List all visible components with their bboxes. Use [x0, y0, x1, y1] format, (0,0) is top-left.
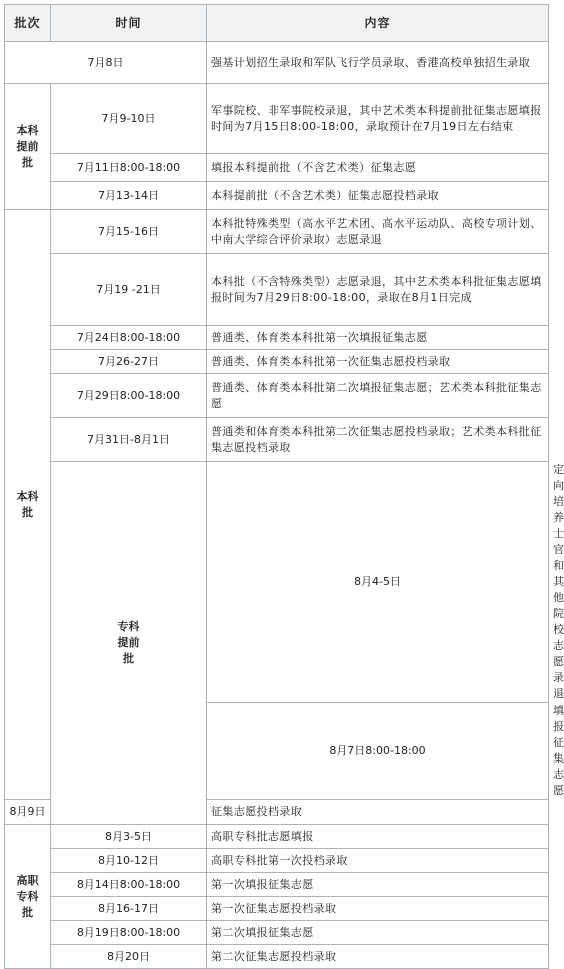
time-cell: 7月8日 [5, 42, 207, 84]
time-cell: 7月9-10日 [51, 84, 207, 154]
admission-schedule-table [4, 4, 564, 969]
time-cell: 8月7日8:00-18:00 [207, 703, 549, 800]
time-cell: 8月3-5日 [51, 825, 207, 849]
content-cell: 填报本科提前批（不含艺术类）征集志愿 [207, 154, 549, 182]
time-cell: 7月15-16日 [51, 210, 207, 254]
schedule-table-container [4, 4, 564, 969]
content-cell: 军事院校、非军事院校录退，其中艺术类本科提前批征集志愿填报时间为7月15日8:00-18:00，录取预计在7月19日左右结束 [207, 84, 549, 154]
batch-cell: 本科 批 [5, 210, 51, 800]
time-cell: 7月11日8:00-18:00 [51, 154, 207, 182]
batch-cell: 专科 提前 批 [51, 462, 207, 825]
table-row [5, 326, 549, 350]
time-cell: 7月31日-8月1日 [51, 418, 207, 462]
content-cell: 第二次征集志愿投档录取 [207, 945, 549, 969]
content-cell: 征集志愿投档录取 [207, 800, 549, 825]
content-cell: 本科批（不含特殊类型）志愿录退，其中艺术类本科批征集志愿填报时间为7月29日8:00-18:00，录取在8月1日完成 [207, 254, 549, 326]
content-cell: 高职专科批志愿填报 [207, 825, 549, 849]
table-row [5, 254, 549, 326]
table-row [5, 210, 549, 254]
table-row [5, 873, 549, 897]
table-row [5, 42, 549, 84]
table-row: 8月7日8:00-18:00 填报征集志愿 [5, 703, 549, 800]
time-cell: 8月9日 [5, 800, 51, 825]
table-row [5, 418, 549, 462]
time-cell: 8月19日8:00-18:00 [51, 921, 207, 945]
time-cell: 7月24日8:00-18:00 [51, 326, 207, 350]
time-cell: 7月29日8:00-18:00 [51, 374, 207, 418]
table-row [5, 374, 549, 418]
time-cell: 8月20日 [51, 945, 207, 969]
batch-cell: 高职 专科 批 [5, 825, 51, 969]
table-row: 专科 提前 批 8月4-5日 定向培养士官和其他院校志愿录退 [5, 462, 549, 703]
content-cell: 本科批特殊类型（高水平艺术团、高水平运动队、高校专项计划、中南大学综合评价录取）志愿录退 [207, 210, 549, 254]
content-cell: 高职专科批第一次投档录取 [207, 849, 549, 873]
header-batch: 批次 [5, 5, 51, 42]
content-cell: 第二次填报征集志愿 [207, 921, 549, 945]
table-row [5, 182, 549, 210]
time-cell: 7月19 -21日 [51, 254, 207, 326]
content-cell: 第一次征集志愿投档录取 [207, 897, 549, 921]
table-row [5, 350, 549, 374]
content-cell: 普通类和体育类本科批第二次征集志愿投档录取；艺术类本科批征集志愿投档录取 [207, 418, 549, 462]
content-cell: 强基计划招生录取和军队飞行学员录取、香港高校单独招生录取 [207, 42, 549, 84]
content-cell: 本科提前批（不含艺术类）征集志愿投档录取 [207, 182, 549, 210]
table-row [5, 154, 549, 182]
header-time: 时间 [51, 5, 207, 42]
content-cell: 普通类、体育类本科批第二次填报征集志愿；艺术类本科批征集志愿 [207, 374, 549, 418]
table-row [5, 84, 549, 154]
time-cell: 8月4-5日 [207, 462, 549, 703]
batch-cell: 本科 提前 批 [5, 84, 51, 210]
content-cell: 普通类、体育类本科批第一次征集志愿投档录取 [207, 350, 549, 374]
header-content: 内容 [207, 5, 549, 42]
table-header-row [5, 5, 549, 42]
time-cell: 7月13-14日 [51, 182, 207, 210]
content-cell: 第一次填报征集志愿 [207, 873, 549, 897]
time-cell: 7月26-27日 [51, 350, 207, 374]
table-row [5, 849, 549, 873]
table-row [5, 825, 549, 849]
table-row [5, 945, 549, 969]
table-body [5, 42, 564, 969]
time-cell: 8月10-12日 [51, 849, 207, 873]
table-row [5, 897, 549, 921]
time-cell: 8月14日8:00-18:00 [51, 873, 207, 897]
time-cell: 8月16-17日 [51, 897, 207, 921]
table-row [5, 921, 549, 945]
content-cell: 普通类、体育类本科批第一次填报征集志愿 [207, 326, 549, 350]
